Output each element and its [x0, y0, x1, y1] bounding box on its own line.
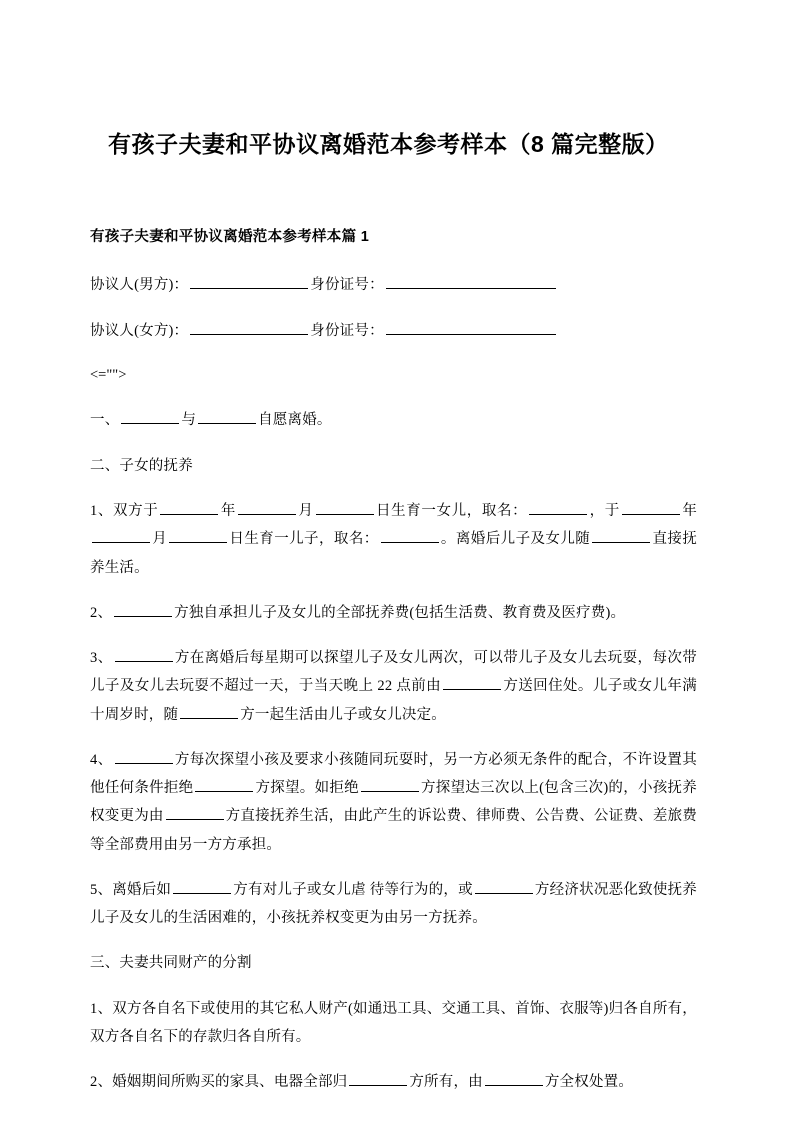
clause-2-1-g: 月 [152, 531, 168, 548]
clause-3-2-b: 方所有，由 [409, 1074, 483, 1091]
clause-2-4-a: 4、 [90, 751, 113, 768]
clause-3-2-a: 2、婚姻期间所购买的家具、电器全部归 [90, 1074, 348, 1091]
clause-2-5-a: 5、离婚后如 [90, 881, 172, 898]
clause-2-1-blank-guardian [592, 528, 650, 543]
party-female-id-label: 身份证号： [310, 322, 384, 339]
clause-2-2-blank [114, 602, 172, 617]
clause-2-5-blank-b [475, 879, 533, 894]
party-female-name-blank [190, 320, 308, 335]
clause-2-5-blank-a [173, 879, 231, 894]
clause-2-3-blank-a [115, 647, 173, 662]
clause-1-post: 自愿离婚。 [258, 412, 332, 429]
party-male-label: 协议人(男方)： [90, 277, 189, 294]
clause-2-5-b: 方有对儿子或女儿虐 待等行为的，或 [233, 881, 473, 898]
clause-2-1-c: 月 [297, 502, 314, 519]
clause-2-1-blank-name1 [529, 500, 587, 515]
heading-3: 三、夫妻共同财产的分割 [90, 955, 252, 972]
clause-3-2-blank-b [485, 1071, 543, 1086]
clause-2-1-blank-year1 [160, 500, 218, 515]
clause-2-1-a: 1、双方于 [90, 502, 159, 519]
party-male-line [90, 271, 697, 299]
clause-2-1-d: 日生育一女儿，取名： [375, 502, 528, 519]
clause-2-3-b: 方在离婚后每星期可以探望儿子及女儿两次，可以带儿子及女儿去玩耍，每次带儿子及女儿去玩耍不超过一天，于当天晚上 22 点前由 [90, 650, 697, 695]
clause-2-1 [90, 497, 697, 582]
clause-2-1-blank-day2 [169, 528, 227, 543]
clause-2-2-b: 方独自承担儿子及女儿的全部抚养费(包括生活费、教育费及医疗费)。 [174, 604, 626, 621]
clause-2-4-blank-d [166, 806, 224, 821]
clause-1 [90, 406, 697, 434]
clause-2-3-d: 方一起生活由儿子或女儿决定。 [240, 706, 447, 723]
clause-2-2 [90, 599, 697, 627]
clause-3-2-blank-a [349, 1071, 407, 1086]
clause-2-4 [90, 746, 697, 859]
clause-2-2-a: 2、 [90, 604, 113, 621]
clause-1-pre: 一、 [90, 412, 120, 429]
clause-2-3 [90, 644, 697, 729]
clause-2-4-blank-c [361, 777, 419, 792]
party-female-label: 协议人(女方)： [90, 322, 189, 339]
clause-2-1-j: 直接抚养生活。 [90, 531, 698, 576]
clause-3-2-c: 方全权处置。 [544, 1074, 634, 1091]
party-male-name-blank [190, 275, 308, 290]
clause-2-1-b: 年 [220, 502, 236, 519]
raw-tag-text: <=""> [90, 366, 127, 383]
clause-2-3-blank-c [180, 704, 238, 719]
clause-2-1-e: ，于 [589, 502, 620, 519]
section-heading: 有孩子夫妻和平协议离婚范本参考样本篇 1 [90, 229, 370, 246]
clause-2-1-blank-month2 [92, 528, 150, 543]
clause-1-blank-a [121, 410, 179, 425]
clause-2-4-blank-b [195, 777, 253, 792]
document-body [0, 226, 793, 1096]
clause-2-1-blank-day1 [316, 500, 374, 515]
clause-2-3-blank-b [443, 676, 501, 691]
clause-2-3-a: 3、 [90, 650, 113, 667]
heading-2: 二、子女的抚养 [90, 457, 193, 474]
clause-2-1-blank-month1 [238, 500, 296, 515]
clause-2-1-i: 。离婚后儿子及女儿随 [440, 531, 591, 548]
clause-2-5-c: 方经济状况恶化致使抚养儿子及女儿的生活困难的，小孩抚养权变更为由另一方抚养。 [90, 881, 698, 927]
party-male-id-label: 身份证号： [310, 277, 384, 294]
clause-3-1: 1、双方各自名下或使用的其它私人财产(如通迅工具、交通工具、首饰、衣服等)归各自所有，双方各自名下的存款归各自所有。 [90, 1000, 697, 1045]
clause-1-blank-b [198, 410, 256, 425]
clause-2-1-blank-year2 [622, 500, 680, 515]
clause-3-2 [90, 1068, 697, 1096]
clause-1-mid: 与 [181, 412, 197, 429]
clause-2-4-c: 方探望。如拒绝 [255, 780, 359, 797]
clause-2-4-e: 方直接抚养生活，由此产生的诉讼费、律师费、公告费、公证费、差旅费等全部费用由另一方方承担。 [90, 808, 697, 853]
party-female-line [90, 317, 697, 345]
clause-2-1-h: 日生育一儿子，取名： [229, 531, 379, 548]
clause-2-4-b: 方每次探望小孩及要求小孩随同玩耍时，另一方必须无条件的配合，不许设置其他任何条件拒绝 [90, 751, 697, 797]
clause-2-4-d: 方探望达三次以上(包含三次)的，小孩抚养权变更为由 [90, 780, 697, 825]
clause-2-5 [90, 876, 697, 933]
clause-2-1-f: 年 [681, 502, 698, 519]
page-title: 有孩子夫妻和平协议离婚范本参考样本（8 篇完整版） [108, 131, 669, 157]
clause-2-3-c: 方送回住处。儿子或女儿年满十周岁时，随 [90, 678, 697, 723]
party-male-id-blank [386, 275, 556, 290]
clause-2-1-blank-name2 [381, 528, 439, 543]
party-female-id-blank [386, 320, 556, 335]
clause-2-4-blank-a [115, 749, 173, 764]
